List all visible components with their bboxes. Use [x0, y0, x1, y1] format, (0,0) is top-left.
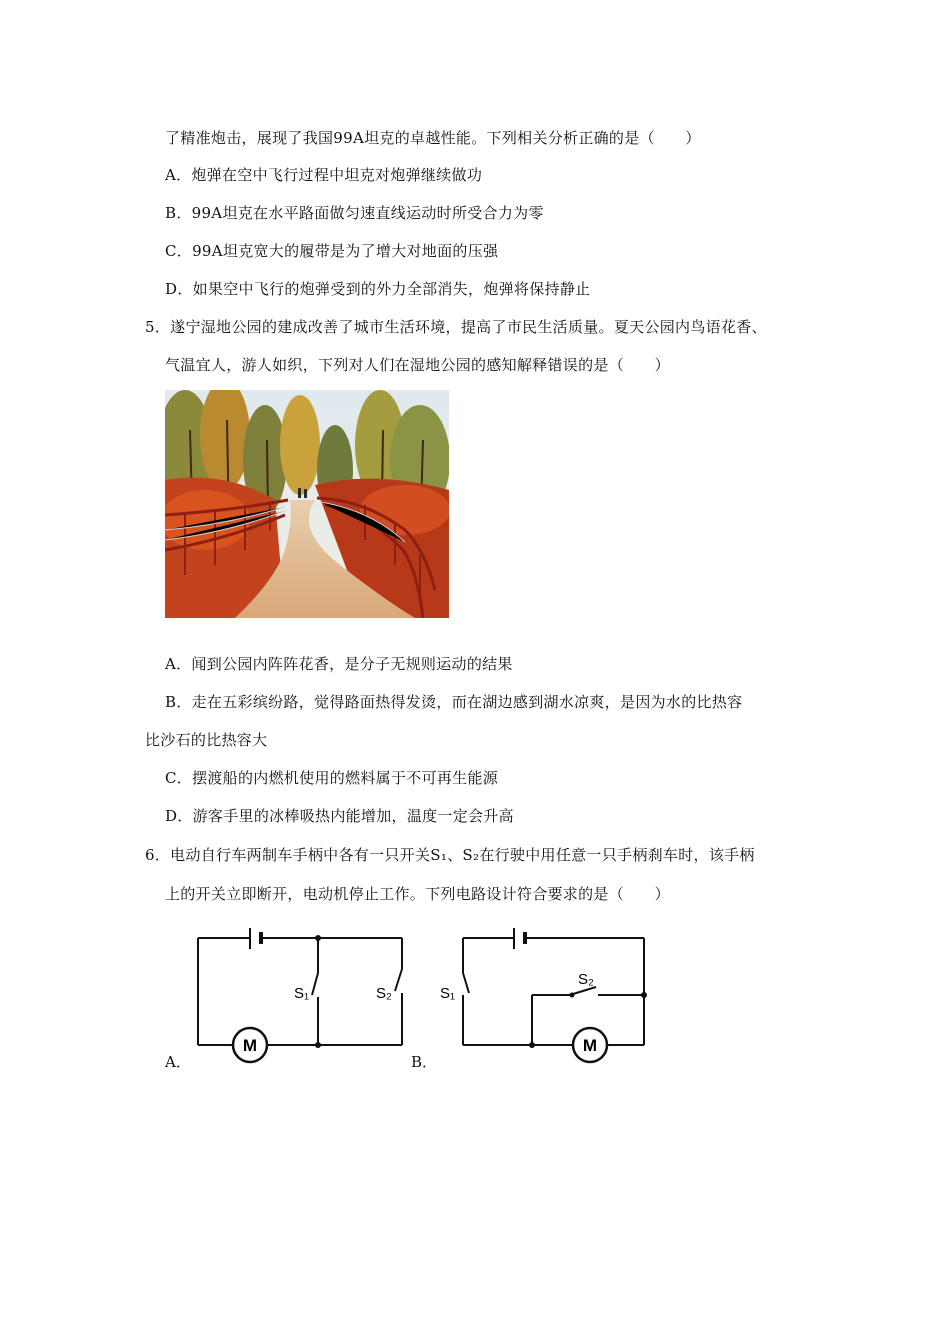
circuit-diagram-a	[190, 925, 410, 1070]
q5-option-a: A．闻到公园内阵阵花香，是分子无规则运动的结果	[165, 655, 513, 673]
switch-s2-label: S₂	[578, 971, 594, 988]
wetland-park-photo	[165, 390, 449, 618]
q4-stem-continued: 了精准炮击，展现了我国99A坦克的卓越性能。下列相关分析正确的是（ ）	[165, 129, 701, 147]
q4-option-a: A．炮弹在空中飞行过程中坦克对炮弹继续做功	[165, 166, 483, 184]
q4-option-b: B．99A坦克在水平路面做匀速直线运动时所受合力为零	[165, 204, 544, 222]
q5-option-b-line1: B．走在五彩缤纷路，觉得路面热得发烫，而在湖边感到湖水凉爽，是因为水的比热容	[165, 693, 743, 711]
q4-option-d: D．如果空中飞行的炮弹受到的外力全部消失，炮弹将保持静止	[165, 280, 591, 298]
option-b-label: B．	[411, 1053, 438, 1071]
option-a-label: A．	[165, 1053, 191, 1071]
q5-stem-line2: 气温宜人，游人如织，下列对人们在湿地公园的感知解释错误的是（ ）	[165, 356, 670, 374]
q5-option-b-line2: 比沙石的比热容大	[145, 731, 268, 749]
switch-s2-label: S₂	[376, 985, 392, 1002]
q6-stem-line2: 上的开关立即断开，电动机停止工作。下列电路设计符合要求的是（ ）	[165, 885, 670, 903]
motor-label: M	[582, 1036, 598, 1055]
q6-stem-line1: 6．电动自行车两制车手柄中各有一只开关S₁、S₂在行驶中用任意一只手柄刹车时，该手柄	[145, 846, 755, 864]
q5-option-c: C．摆渡船的内燃机使用的燃料属于不可再生能源	[165, 769, 499, 787]
switch-s1-label: S₁	[440, 985, 456, 1002]
q4-option-c: C．99A坦克宽大的履带是为了增大对地面的压强	[165, 242, 499, 260]
switch-s1-label: S₁	[294, 985, 310, 1002]
q5-stem-line1: 5．遂宁湿地公园的建成改善了城市生活环境，提高了市民生活质量。夏天公园内鸟语花香、	[145, 318, 767, 336]
motor-label: M	[242, 1036, 258, 1055]
circuit-diagram-b	[436, 925, 656, 1070]
q5-option-d: D．游客手里的冰棒吸热内能增加，温度一定会升高	[165, 807, 514, 825]
